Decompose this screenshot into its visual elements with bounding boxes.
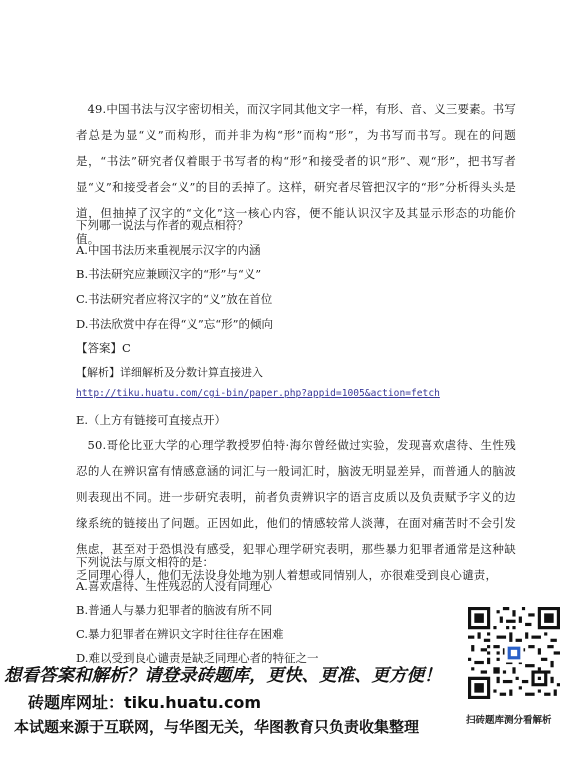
question-49-option-b: B.书法研究应兼顾汉字的“形”与“义”: [76, 267, 262, 281]
question-50-option-a: A.喜欢虐待、生性残忍的人没有同理心: [76, 579, 272, 593]
question-49-option-d: D.书法欣赏中存在得“义”忘“形”的倾向: [76, 317, 273, 331]
question-49-option-c: C.书法研究者应将汉字的“义”放在首位: [76, 292, 273, 306]
question-50-option-c: C.暴力犯罪者在辨识文字时往往存在困难: [76, 627, 284, 641]
qr-code-icon[interactable]: [468, 607, 560, 699]
qr-caption: 扫砖题库测分看解析: [466, 715, 552, 726]
question-50-prompt: 下列说法与原文相符的是：: [76, 555, 214, 569]
question-49-stem: 49.中国书法与汉字密切相关，而汉字同其他文字一样，有形、音、义三要素。书写者总是为显“义”而构形，而并非为构“形”而构“形”，为书写而书写。现在的问题是，“书法”研究者仅着眼于书写者的构“形”和接受者的识“形”、观“形”，把书写者显“义”和接受者会“义”的目的丢掉了。这样，研究者尽管把汉字的“形”分析得头头是道，但抽掉了汉字的“文化”这一核心内容，便不能认识汉字及其显示形态的功能价值。: [76, 102, 516, 246]
question-49-prompt: 下列哪一说法与作者的观点相符？: [76, 218, 249, 232]
question-49-option-a: A.中国书法历来重视展示汉字的内涵: [76, 243, 261, 257]
question-50-option-b: B.普通人与暴力犯罪者的脑波有所不同: [76, 603, 273, 617]
answer-label: 【答案】C: [76, 341, 131, 355]
question-50-option-d: D.难以受到良心谴责是缺乏同理心者的特征之一: [76, 651, 319, 665]
link-note: E.（上方有链接可直接点开）: [76, 413, 227, 427]
analysis-link[interactable]: http://tiku.huatu.com/cgi-bin/paper.php?appid=1005&action=fetch: [76, 388, 440, 399]
promo-disclaimer: 本试题来源于互联网，与华图无关，华图教育只负责收集整理: [14, 718, 420, 736]
question-50-stem: 50.哥伦比亚大学的心理学教授罗伯特·海尔曾经做过实验，发现喜欢虐待、生性残忍的人在辨识富有情感意涵的词汇与一般词汇时，脑波无明显差异，而普通人的脑波则表现出不同。进一步研究表明，前者负责辨识字的语言皮质以及负责赋予字义的边缘系统的链接出了问题。正因如此，他们的情感较常人淡薄，在面对痛苦时不会引发焦虑，甚至对于恐惧没有感受，犯罪心理学研究表明，那些暴力犯罪者通常是这种缺乏同理心得人，他们无法设身处地为别人着想或同情别人，亦很难受到良心谴责，: [76, 438, 516, 582]
analysis-label: 【解析】详细解析及分数计算直接进入: [76, 366, 263, 379]
promo-website[interactable]: 砖题库网址：tiku.huatu.com: [28, 693, 262, 712]
promo-headline: 想看答案和解析？请登录砖题库，更快、更准、更方便！: [4, 666, 442, 686]
